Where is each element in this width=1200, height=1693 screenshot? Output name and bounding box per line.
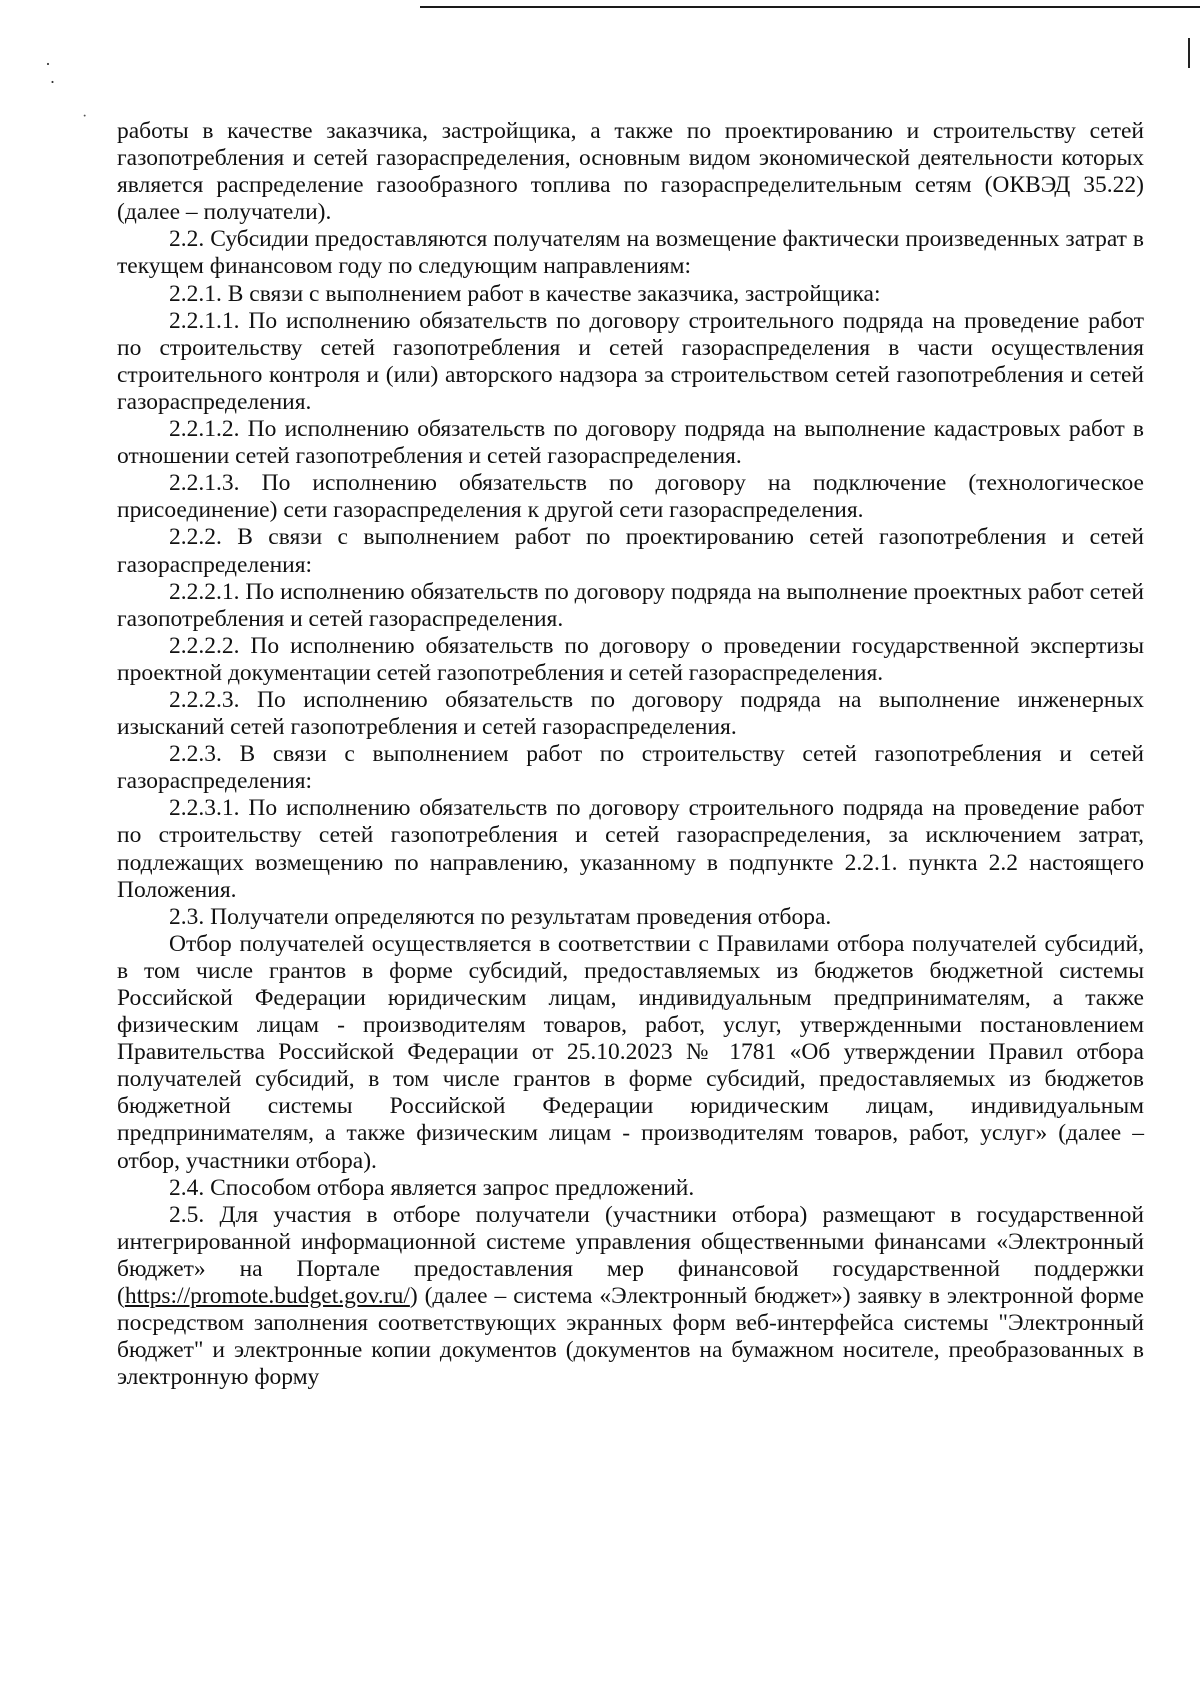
scan-dots: · · [45, 54, 56, 92]
paragraph: 2.2.1. В связи с выполнением работ в качестве заказчика, застройщика: [169, 280, 881, 307]
paragraph [117, 1202, 1144, 1392]
paragraph: 2.2.2.3. По исполнению обязательств по договору подряда на выполнение инженерных изысканий сетей газопотребления и сетей газораспределения. [117, 686, 1144, 741]
scan-dot: · [82, 108, 88, 125]
paragraph: 2.2.2. В связи с выполнением работ по проектированию сетей газопотребления и сетей газораспределения: [117, 524, 1144, 578]
paragraph: 2.2.1.3. По исполнению обязательств по договору на подключение (технологическое присоединение) сети газораспределения к другой сети газораспределения. [117, 470, 1144, 524]
paragraph: 2.2.1.2. По исполнению обязательств по договору подряда на выполнение кадастровых работ в отношении сетей газопотребления и сетей газораспределения. [117, 416, 1144, 470]
paragraph: работы в качестве заказчика, застройщика, а также по проектированию и строительству сетей газопотребления и сетей газораспределения, основным видом экономической деятельности которых является распределение газообразного топлива по газораспределительным сетям (ОКВЭД 35.22) (далее – получатели). [117, 118, 1144, 226]
top-rule-line [420, 6, 1200, 8]
scan-mark [1188, 38, 1190, 68]
paragraph: 2.2.1.1. По исполнению обязательств по договору строительного подряда на проведение работ по строительству сетей газопотребления и сетей газораспределения в части осуществления строительного контроля и (или) авторского надзора за строительством сетей газопотребления и сетей газораспределения. [117, 307, 1144, 415]
paragraph: 2.2.3. В связи с выполнением работ по строительству сетей газопотребления и сетей газораспределения: [117, 741, 1144, 795]
paragraph-text: 2.5. Для участия в отборе получатели (участники отбора) размещают в государственной интегрированной информационной системе управления общественными финансами «Электронный бюджет» на Портале предоставления мер финансовой государственной поддержки ( [117, 1201, 1144, 1310]
paragraph: 2.2.2.2. По исполнению обязательств по договору о проведении государственной экспертизы проектной документации сетей газопотребления и сетей газораспределения. [117, 632, 1144, 686]
document-body [117, 118, 1144, 1391]
paragraph: 2.2.2.1. По исполнению обязательств по договору подряда на выполнение проектных работ сетей газопотребления и сетей газораспределения. [117, 578, 1144, 632]
paragraph: 2.2. Субсидии предоставляются получателям на возмещение фактически произведенных затрат в текущем финансовом году по следующим направлениям: [117, 226, 1144, 280]
paragraph-text: ) (далее – система «Электронный бюджет») заявку в электронной форме посредством заполнения соответствующих экранных форм веб-интерфейса системы "Электронный бюджет" и электронные копии документов (документов на бумажном носителе, преобразованных в электронную форму [117, 1283, 1144, 1391]
paragraph: 2.3. Получатели определяются по результатам проведения отбора. [169, 903, 832, 930]
paragraph: 2.4. Способом отбора является запрос предложений. [169, 1174, 695, 1201]
paragraph: 2.2.3.1. По исполнению обязательств по договору строительного подряда на проведение работ по строительству сетей газопотребления и сетей газораспределения, за исключением затрат, подлежащих возмещению по направлению, указанному в подпункте 2.2.1. пункта 2.2 настоящего Положения. [117, 795, 1144, 903]
paragraph: Отбор получателей осуществляется в соответствии с Правилами отбора получателей субсидий, в том числе грантов в форме субсидий, предоставляемых из бюджетов бюджетной системы Российской Федерации юридическим лицам, индивидуальным предпринимателям, а также физическим лицам - производителям товаров, работ, услуг, утвержденными постановлением Правительства Российской Федерации от 25.10.2023 № 1781 «Об утверждении Правил отбора получателей субсидий, в том числе грантов в форме субсидий, предоставляемых из бюджетов бюджетной системы Российской Федерации юридическим лицам, индивидуальным предпринимателям, а также физическим лицам - производителям товаров, работ, услуг» (далее – отбор, участники отбора). [117, 930, 1144, 1174]
portal-link[interactable]: https://promote.budget.gov.ru/ [124, 1283, 410, 1310]
